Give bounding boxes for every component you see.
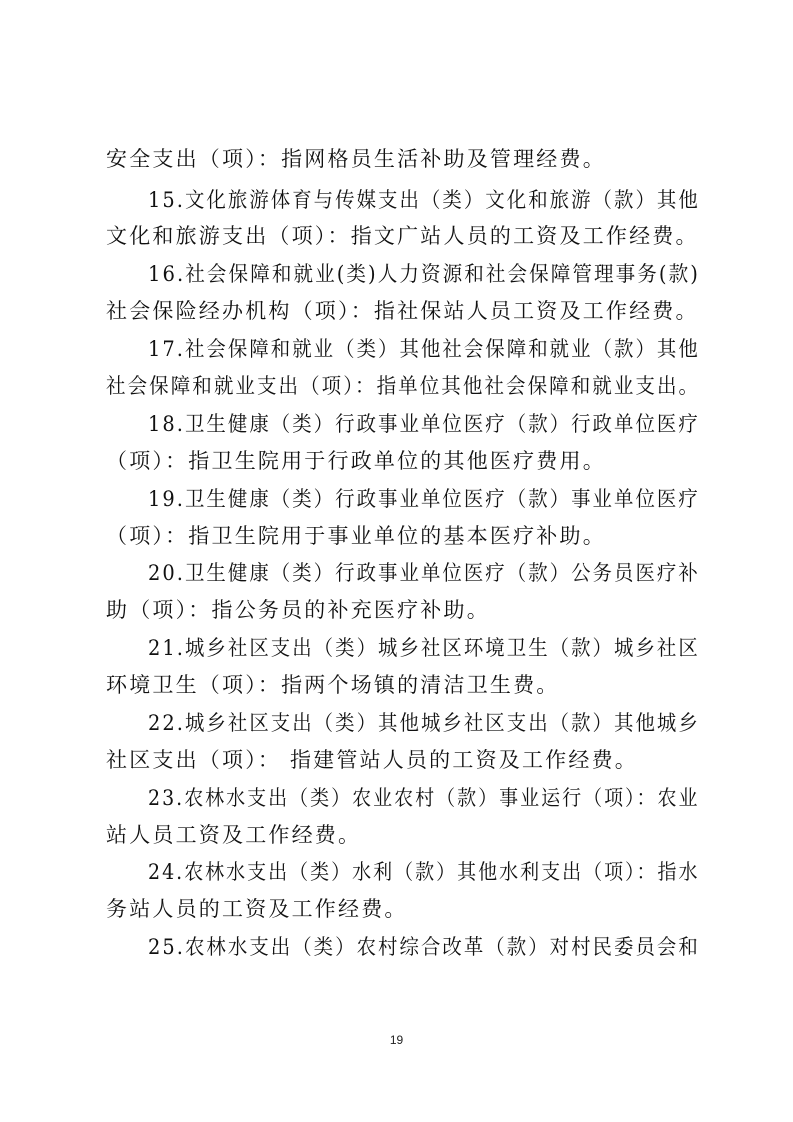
paragraph-15-line-1: 15.文化旅游体育与传媒支出（类）文化和旅游（款）其他: [148, 188, 700, 212]
paragraph-17-line-2: 社会保障和就业支出（项）：指单位其他社会保障和就业支出。: [106, 374, 701, 398]
paragraph-18-line-1: 18.卫生健康（类）行政事业单位医疗（款）行政单位医疗: [148, 412, 700, 436]
paragraph-24-line-1: 24.农林水支出（类）水利（款）其他水利支出（项）：指水: [148, 860, 700, 884]
paragraph-18-line-2: （项）：指卫生院用于行政单位的其他医疗费用。: [106, 449, 606, 473]
paragraph-22-line-1: 22.城乡社区支出（类）其他城乡社区支出（款）其他城乡: [148, 711, 700, 735]
paragraph-16-line-2: 社会保险经办机构（项）：指社保站人员工资及工作经费。: [106, 299, 699, 323]
paragraph-20-line-2: 助（项）：指公务员的补充医疗补助。: [106, 598, 490, 622]
paragraph-19-line-1: 19.卫生健康（类）行政事业单位医疗（款）事业单位医疗: [148, 487, 700, 511]
paragraph-23-line-2: 站人员工资及工作经费。: [106, 823, 362, 847]
paragraph-15-line-2: 文化和旅游支出（项）：指文广站人员的工资及工作经费。: [106, 224, 699, 248]
paragraph-22-line-2: 社区支出（项）： 指建管站人员的工资及工作经费。: [106, 748, 638, 772]
paragraph-24-line-2: 务站人员的工资及工作经费。: [106, 897, 408, 921]
paragraph-21-line-2: 环境卫生（项）：指两个场镇的清洁卫生费。: [106, 673, 560, 697]
paragraph-17-line-1: 17.社会保障和就业（类）其他社会保障和就业（款）其他: [148, 337, 700, 361]
paragraph-19-line-2: （项）：指卫生院用于事业单位的基本医疗补助。: [106, 524, 606, 548]
page-number: 19: [389, 1033, 404, 1047]
paragraph-16-line-1: 16.社会保障和就业(类)人力资源和社会保障管理事务(款): [148, 262, 700, 286]
paragraph-20-line-1: 20.卫生健康（类）行政事业单位医疗（款）公务员医疗补: [148, 561, 700, 585]
paragraph-25-line-1: 25.农林水支出（类）农村综合改革（款）对村民委员会和: [148, 935, 700, 959]
paragraph-21-line-1: 21.城乡社区支出（类）城乡社区环境卫生（款）城乡社区: [148, 636, 700, 660]
paragraph-23-line-1: 23.农林水支出（类）农业农村（款）事业运行（项）：农业: [148, 786, 700, 810]
paragraph-14-line-2: 安全支出（项）：指网格员生活补助及管理经费。: [106, 147, 606, 171]
